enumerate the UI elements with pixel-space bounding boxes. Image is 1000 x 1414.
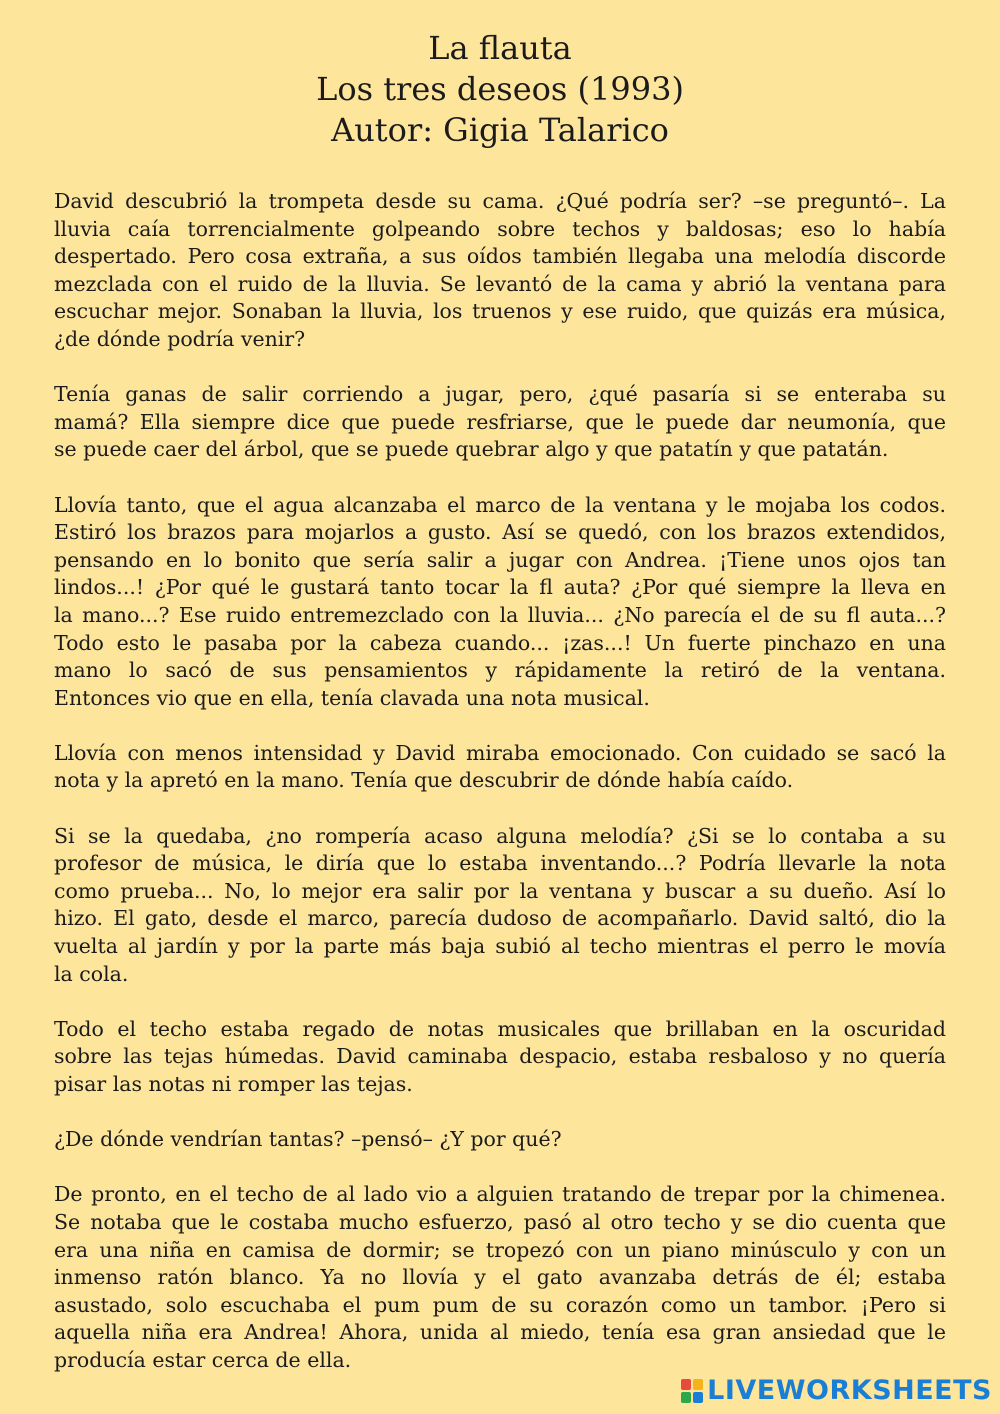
paragraph-line: sobre las tejas húmedas. David caminaba despacio, estaba resbaloso y no quería xyxy=(54,1044,946,1069)
paragraph-line: De pronto, en el techo de al lado vio a alguien tratando de trepar por la chimenea. xyxy=(54,1182,946,1207)
paragraph-line: mamá? Ella siempre dice que puede resfriarse, que le puede dar neumonía, que xyxy=(54,409,946,434)
paragraph-line: Entonces vio que en ella, tenía clavada una nota musical. xyxy=(54,685,650,710)
paragraph-line: Todo el techo estaba regado de notas musicales que brillaban en la oscuridad xyxy=(54,1016,946,1041)
story-paragraph xyxy=(54,381,946,464)
paragraph-line: ¿de dónde podría venir? xyxy=(54,326,306,351)
story-paragraph xyxy=(54,1181,946,1374)
paragraph-line: producía estar cerca de ella. xyxy=(54,1347,352,1372)
logo-square-red xyxy=(681,1379,691,1390)
logo-square-blue xyxy=(693,1392,703,1403)
liveworksheets-logo-icon xyxy=(681,1379,703,1403)
paragraph-line: profesor de música, le diría que lo estaba inventando...? Podría llevarle la nota xyxy=(54,851,946,876)
author-line: Autor: Gigia Talarico xyxy=(331,111,669,149)
paragraph-line: Llovía tanto, que el agua alcanzaba el marco de la ventana y le mojaba los codos. xyxy=(54,492,946,517)
paragraph-line: Todo esto le pasaba por la cabeza cuando... ¡zas...! Un fuerte pinchazo en una xyxy=(54,630,946,655)
paragraph-line: era una niña en camisa de dormir; se tropezó con un piano minúsculo y con un xyxy=(54,1237,946,1262)
paragraph-line: nota y la apretó en la mano. Tenía que descubrir de dónde había caído. xyxy=(54,768,794,793)
story-paragraph xyxy=(54,492,946,713)
paragraph-line: como prueba... No, lo mejor era salir por la ventana y buscar a su dueño. Así lo xyxy=(54,878,946,903)
paragraph-line: lindos...! ¿Por qué le gustará tanto tocar la fl auta? ¿Por qué siempre la lleva en xyxy=(54,575,946,600)
story-paragraph xyxy=(54,1126,946,1154)
paragraph-line: pisar las notas ni romper las tejas. xyxy=(54,1072,413,1096)
paragraph-line: Se notaba que le costaba mucho esfuerzo, pasó al otro techo y se dio cuenta que xyxy=(54,1209,946,1234)
logo-square-yellow xyxy=(693,1379,703,1390)
paragraph-line: asustado, solo escuchaba el pum pum de su corazón como un tambor. ¡Pero si xyxy=(54,1292,946,1317)
paragraph-line: inmenso ratón blanco. Ya no llovía y el gato avanzaba detrás de él; estaba xyxy=(54,1265,946,1290)
liveworksheets-watermark xyxy=(681,1376,992,1406)
paragraph-line: escuchar mejor. Sonaban la lluvia, los truenos y ese ruido, que quizás era música, xyxy=(54,299,946,324)
book-title: Los tres deseos (1993) xyxy=(316,70,684,108)
logo-square-green xyxy=(681,1392,691,1403)
document-header xyxy=(0,28,1000,151)
story-paragraph xyxy=(54,188,946,354)
paragraph-line: la mano...? Ese ruido entremezclado con la lluvia... ¿No parecía el de su fl auta...? xyxy=(54,602,946,627)
paragraph-line: ¿De dónde vendrían tantas? –pensó– ¿Y por qué? xyxy=(54,1127,562,1152)
story-body xyxy=(54,188,946,1402)
paragraph-line: despertado. Pero cosa extraña, a sus oídos también llegaba una melodía discorde xyxy=(54,244,946,269)
paragraph-line: vuelta al jardín y por la parte más baja subió al techo mientras el perro le movía xyxy=(54,934,946,959)
paragraph-line: pensando en lo bonito que sería salir a jugar con Andrea. ¡Tiene unos ojos tan xyxy=(54,547,946,572)
paragraph-line: la cola. xyxy=(54,961,129,986)
paragraph-line: David descubrió la trompeta desde su cama. ¿Qué podría ser? –se preguntó–. La xyxy=(54,189,946,213)
paragraph-line: aquella niña era Andrea! Ahora, unida al miedo, tenía esa gran ansiedad que le xyxy=(54,1320,946,1345)
story-paragraph xyxy=(54,1016,946,1099)
paragraph-line: hizo. El gato, desde el marco, parecía dudoso de acompañarlo. David saltó, dio la xyxy=(54,906,946,931)
paragraph-line: Llovía con menos intensidad y David miraba emocionado. Con cuidado se sacó la xyxy=(54,740,946,765)
paragraph-line: mano lo sacó de sus pensamientos y rápidamente la retiró de la ventana. xyxy=(54,658,946,683)
story-paragraph xyxy=(54,740,946,795)
watermark-text: LIVEWORKSHEETS xyxy=(707,1375,992,1406)
paragraph-line: mezclada con el ruido de la lluvia. Se levantó de la cama y abrió la ventana para xyxy=(54,271,946,296)
story-paragraph xyxy=(54,823,946,989)
story-title: La flauta xyxy=(428,29,572,67)
paragraph-line: Tenía ganas de salir corriendo a jugar, pero, ¿qué pasaría si se enteraba su xyxy=(54,382,946,407)
paragraph-line: Si se la quedaba, ¿no rompería acaso alguna melodía? ¿Si se lo contaba a su xyxy=(54,823,946,848)
paragraph-line: lluvia caía torrencialmente golpeando sobre techos y baldosas; eso lo había xyxy=(54,216,946,241)
paragraph-line: Estiró los brazos para mojarlos a gusto. Así se quedó, con los brazos extendidos, xyxy=(54,520,946,545)
paragraph-line: se puede caer del árbol, que se puede quebrar algo y que patatín y que patatán. xyxy=(54,437,889,462)
